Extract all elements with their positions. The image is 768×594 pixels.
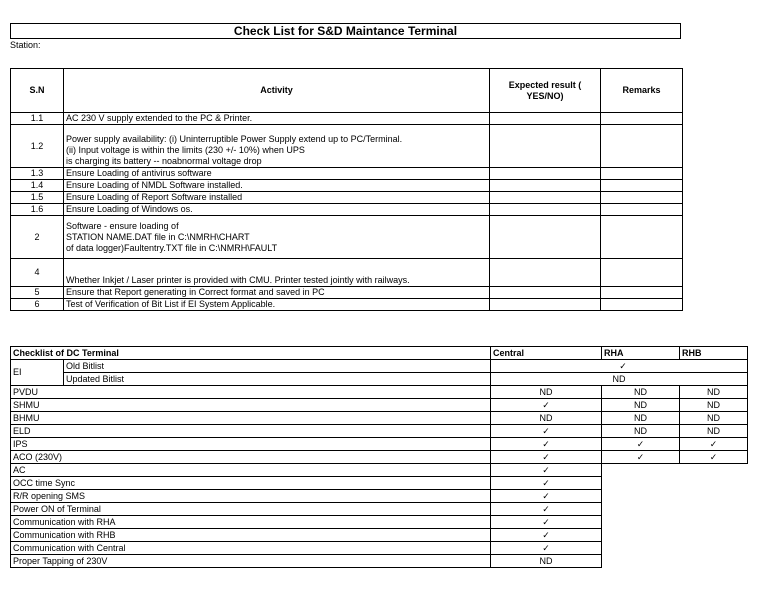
dc-header-item: Checklist of DC Terminal [11,347,491,360]
row-remarks [601,216,683,259]
activity-line: Ensure Loading of antivirus software [66,168,212,178]
dc-item-name: R/R opening SMS [11,490,491,503]
row-expected-result [490,180,601,192]
dc-row-central-only [11,464,748,477]
dc-empty-cell [680,503,748,516]
row-sn: 5 [11,287,64,299]
dc-row-ei [11,360,748,373]
dc-rha-value: ✓ [602,438,680,451]
dc-central-value: ✓ [491,451,602,464]
row-sn: 6 [11,299,64,311]
dc-row [11,451,748,464]
row-expected-result [490,125,601,168]
dc-item-name: Communication with RHB [11,529,491,542]
dc-empty-cell [602,542,680,555]
dc-row [11,399,748,412]
dc-row-central-only [11,477,748,490]
checklist-row [11,125,683,168]
dc-row [11,412,748,425]
dc-row [11,425,748,438]
dc-rhb-value: ND [680,399,748,412]
row-expected-result [490,259,601,287]
dc-empty-cell [602,529,680,542]
dc-empty-cell [680,464,748,477]
dc-central-value: ✓ [491,542,602,555]
dc-item-name: PVDU [11,386,491,399]
header-expected: Expected result ( YES/NO) [490,69,601,113]
dc-terminal-table [10,346,748,568]
header-remarks: Remarks [601,69,683,113]
checklist-row [11,204,683,216]
row-activity [64,192,490,204]
activity-line: of data logger)Faultentry.TXT file in C:\NMRH\FAULT [66,242,278,253]
dc-empty-cell [680,542,748,555]
row-remarks [601,180,683,192]
dc-empty-cell [602,516,680,529]
row-remarks [601,204,683,216]
dc-item-name: ACO (230V) [11,451,491,464]
row-activity [64,204,490,216]
dc-header-rha: RHA [602,347,680,360]
row-remarks [601,287,683,299]
dc-empty-cell [680,477,748,490]
row-remarks [601,299,683,311]
dc-central-value: ND [491,386,602,399]
dc-rha-value: ND [602,399,680,412]
row-remarks [601,125,683,168]
dc-ei-item-name: Old Bitlist [64,360,491,373]
dc-item-name: AC [11,464,491,477]
checklist-row [11,287,683,299]
activity-line: Ensure Loading of NMDL Software installed. [66,180,243,190]
row-sn: 1.5 [11,192,64,204]
dc-empty-cell [602,464,680,477]
dc-central-value: ✓ [491,516,602,529]
row-expected-result [490,192,601,204]
dc-row-central-only [11,542,748,555]
row-expected-result [490,299,601,311]
checklist-row [11,180,683,192]
dc-empty-cell [602,490,680,503]
checklist-table [10,68,683,311]
dc-rhb-value: ND [680,425,748,438]
dc-rha-value: ND [602,386,680,399]
checklist-row [11,113,683,125]
dc-central-value: ✓ [491,490,602,503]
dc-empty-cell [680,529,748,542]
dc-central-value: ✓ [491,477,602,490]
dc-header-row [11,347,748,360]
station-label: Station: [10,40,41,50]
header-sn: S.N [11,69,64,113]
row-expected-result [490,204,601,216]
dc-header-central: Central [491,347,602,360]
dc-item-name: Communication with RHA [11,516,491,529]
activity-line: is charging its battery -- noabnormal voltage drop [66,155,262,166]
row-activity [64,299,490,311]
dc-item-name: Proper Tapping of 230V [11,555,491,568]
row-remarks [601,113,683,125]
dc-ei-item-name: Updated Bitlist [64,373,491,386]
dc-ei-value: ✓ [491,360,748,373]
dc-rha-value: ND [602,412,680,425]
dc-header-rhb: RHB [680,347,748,360]
dc-item-name: ELD [11,425,491,438]
dc-empty-cell [602,477,680,490]
dc-central-value: ✓ [491,438,602,451]
row-remarks [601,192,683,204]
row-sn: 1.4 [11,180,64,192]
activity-line: (ii) Input voltage is within the limits (230 +/- 10%) when UPS [66,144,305,155]
row-sn: 1.2 [11,125,64,168]
row-expected-result [490,168,601,180]
dc-rha-value: ✓ [602,451,680,464]
activity-line: Power supply availability: (i) Uninterruptible Power Supply extend up to PC/Terminal. [66,133,403,144]
row-activity [64,113,490,125]
dc-row-central-only [11,555,748,568]
dc-row [11,386,748,399]
dc-item-name: SHMU [11,399,491,412]
dc-central-value: ND [491,412,602,425]
row-activity [64,125,490,168]
dc-row-central-only [11,529,748,542]
dc-central-value: ✓ [491,399,602,412]
dc-row [11,438,748,451]
dc-item-name: Power ON of Terminal [11,503,491,516]
activity-line: Test of Verification of Bit List if EI System Applicable. [66,299,276,309]
dc-rha-value: ND [602,425,680,438]
dc-empty-cell [680,516,748,529]
activity-line: Ensure Loading of Report Software installed [66,192,243,202]
dc-row-central-only [11,490,748,503]
checklist-row [11,216,683,259]
checklist-row [11,299,683,311]
checklist-header-row [11,69,683,113]
dc-central-value: ✓ [491,503,602,516]
row-sn: 1.6 [11,204,64,216]
dc-row-ei [11,373,748,386]
row-sn: 1.1 [11,113,64,125]
row-activity [64,216,490,259]
row-remarks [601,259,683,287]
dc-empty-cell [680,555,748,568]
header-activity: Activity [64,69,490,113]
checklist-row [11,259,683,287]
activity-line: Whether Inkjet / Laser printer is provided with CMU. Printer tested jointly with railways. [66,275,410,285]
row-sn: 4 [11,259,64,287]
row-activity [64,168,490,180]
page-title: Check List for S&D Maintance Terminal [10,23,681,39]
activity-line: Ensure Loading of Windows os. [66,204,193,214]
activity-line: STATION NAME.DAT file in C:\NMRH\CHART [66,231,250,242]
row-expected-result [490,287,601,299]
dc-item-name: Communication with Central [11,542,491,555]
dc-rhb-value: ND [680,412,748,425]
dc-central-value: ✓ [491,529,602,542]
dc-item-name: OCC time Sync [11,477,491,490]
activity-line: Ensure that Report generating in Correct format and saved in PC [66,287,325,297]
row-activity [64,259,490,287]
row-expected-result [490,216,601,259]
dc-central-value: ND [491,555,602,568]
dc-central-value: ✓ [491,464,602,477]
row-expected-result [490,113,601,125]
dc-empty-cell [680,490,748,503]
dc-row-central-only [11,516,748,529]
row-activity [64,287,490,299]
dc-rhb-value: ND [680,386,748,399]
dc-rhb-value: ✓ [680,438,748,451]
checklist-row [11,192,683,204]
checklist-row [11,168,683,180]
dc-row-central-only [11,503,748,516]
row-sn: 2 [11,216,64,259]
activity-line: AC 230 V supply extended to the PC & Printer. [66,113,253,123]
dc-central-value: ✓ [491,425,602,438]
dc-ei-label: EI [11,360,64,386]
dc-empty-cell [602,503,680,516]
row-activity [64,180,490,192]
dc-item-name: IPS [11,438,491,451]
activity-line: Software - ensure loading of [66,220,179,231]
dc-empty-cell [602,555,680,568]
row-remarks [601,168,683,180]
row-sn: 1.3 [11,168,64,180]
dc-item-name: BHMU [11,412,491,425]
dc-ei-value: ND [491,373,748,386]
dc-rhb-value: ✓ [680,451,748,464]
